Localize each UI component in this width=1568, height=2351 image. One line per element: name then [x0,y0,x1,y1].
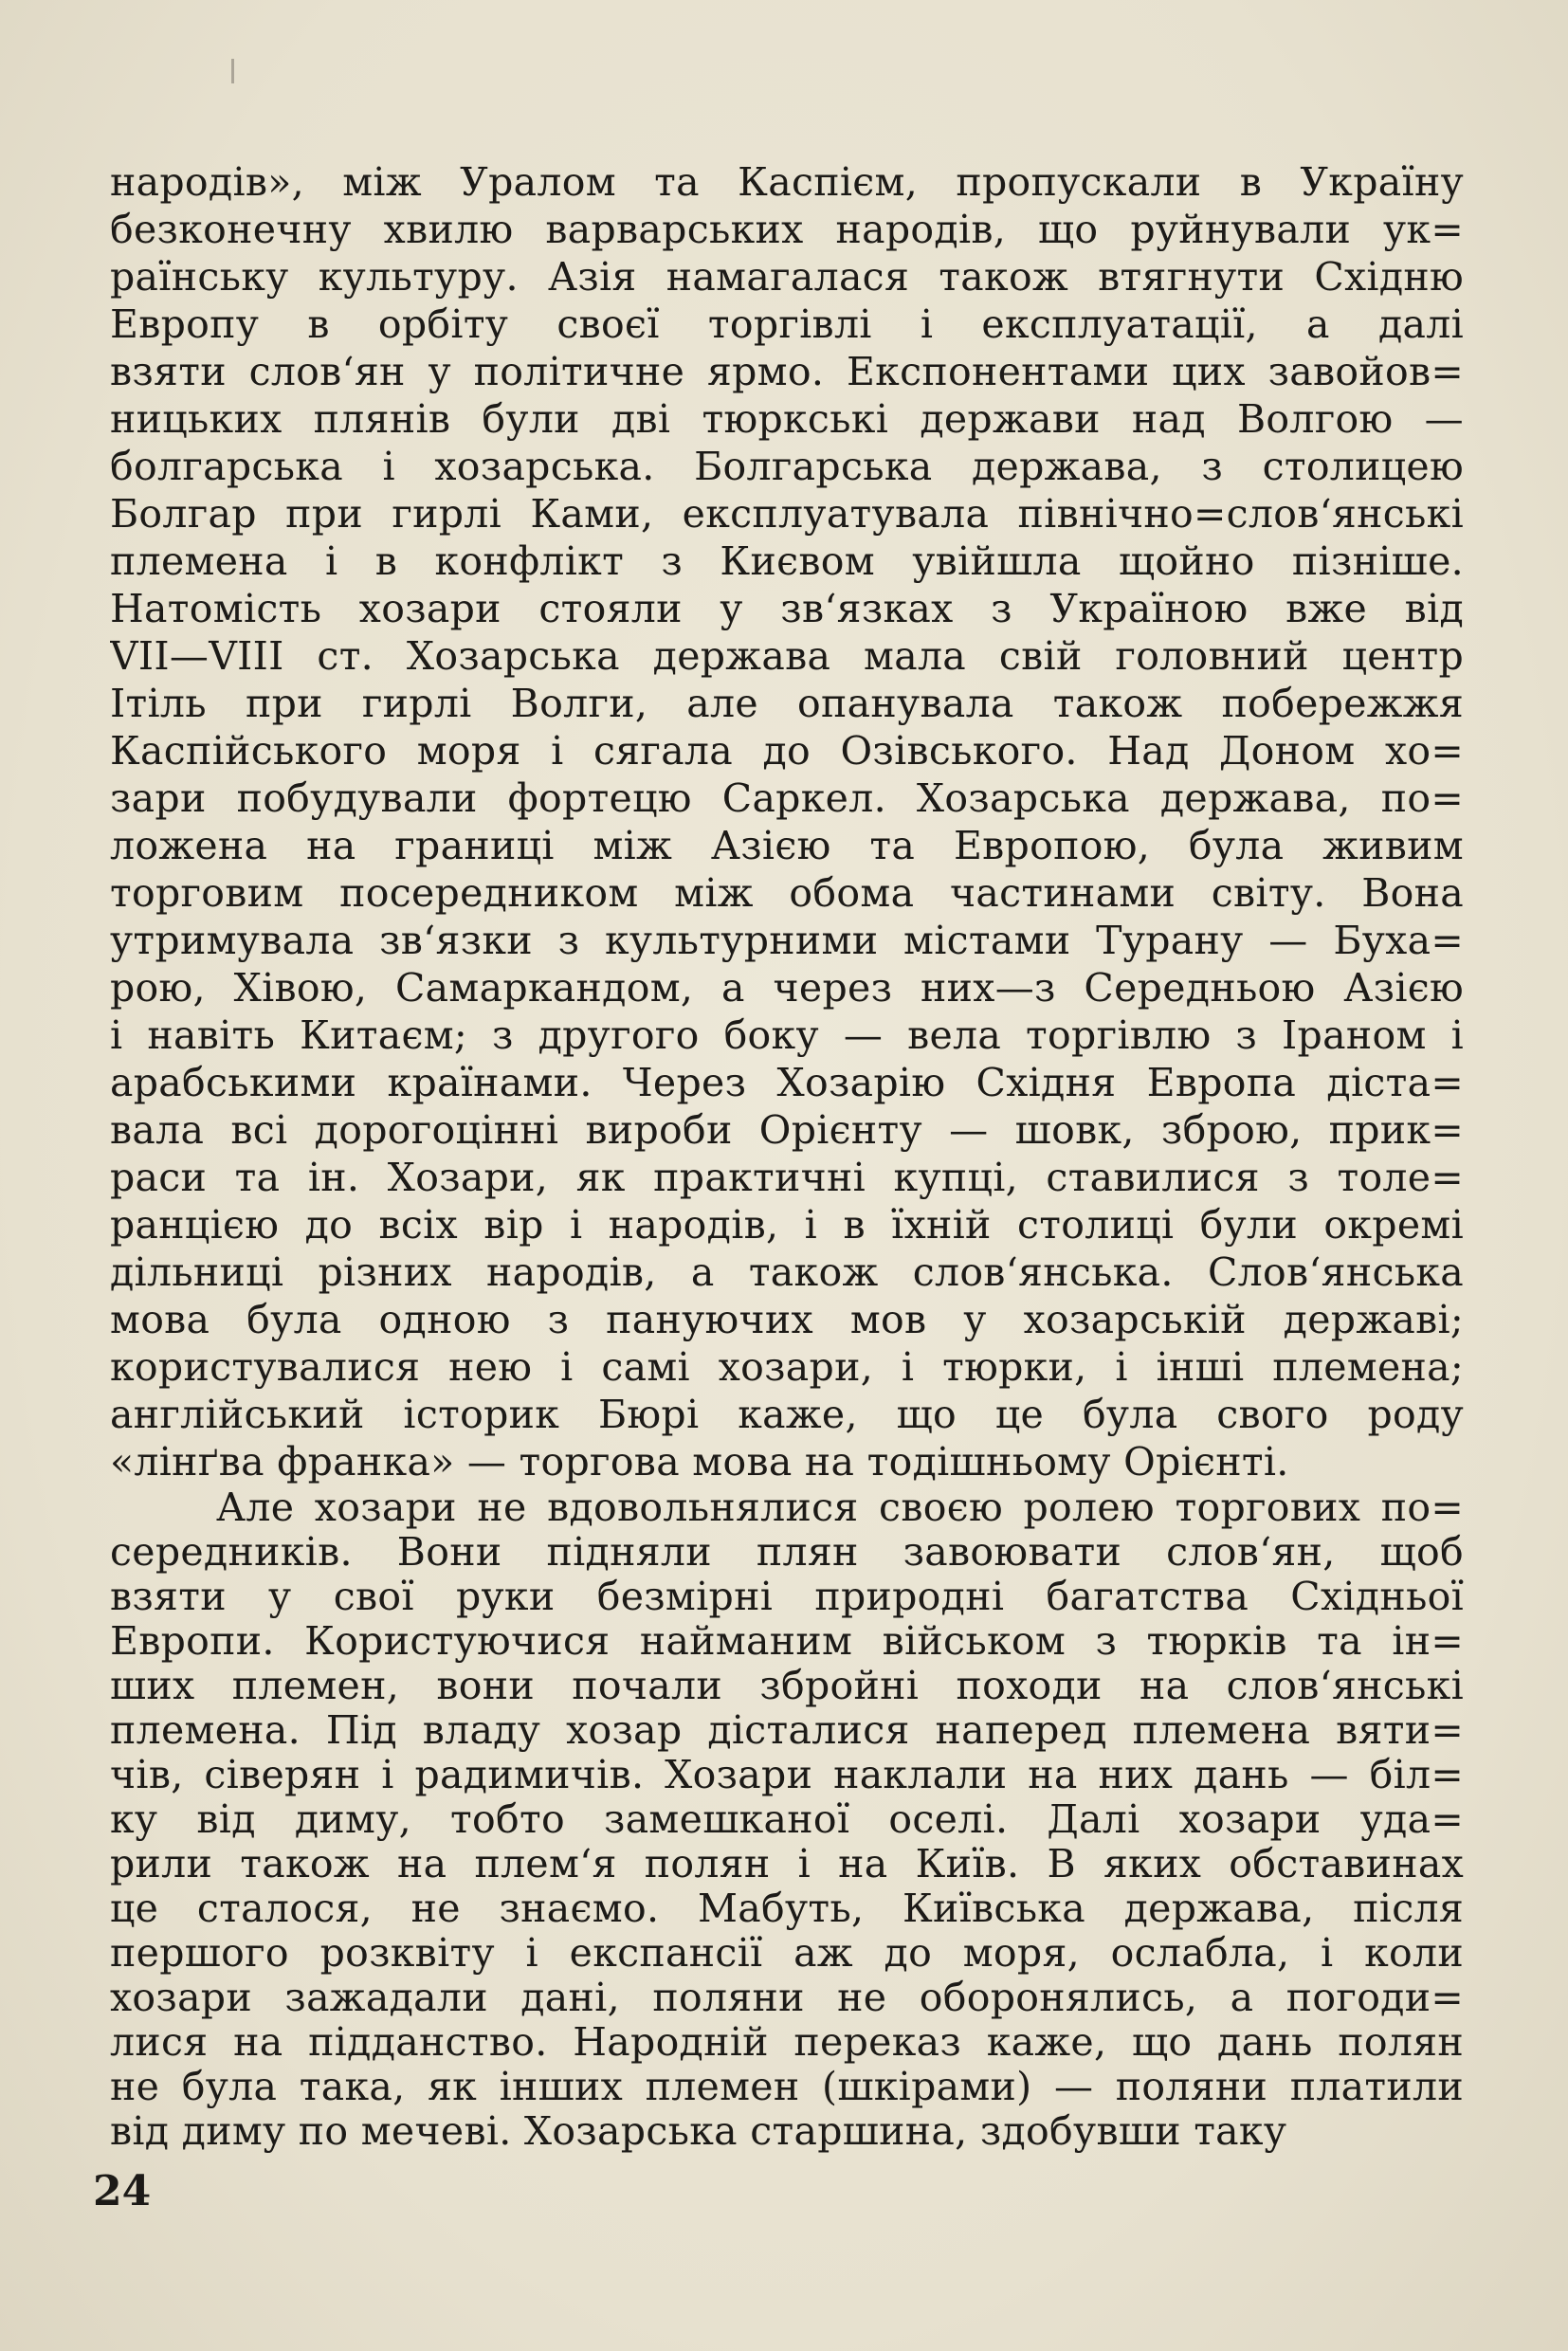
text-line: першого розквіту і експансії аж до моря, ослабла, і коли [110,1931,1464,1976]
page-number: 24 [93,2167,152,2215]
text-line: торговим посередником між обома частинами світу. Вона [110,870,1464,916]
text-line: раїнську культуру. Азія намагалася також втягнути Східню [110,254,1464,300]
text-line: вала всі дорогоцінні вироби Орієнту — шовк, зброю, прик= [110,1107,1464,1153]
scan-mark [231,59,234,83]
text-line: Ітіль при гирлі Волги, але опанувала також побережжя [110,681,1464,726]
text-line: і навіть Китаєм; з другого боку — вела торгівлю з Іраном і [110,1012,1464,1058]
text-line: від диму по мечеві. Хозарська старшина, здобувши таку [110,2109,1287,2154]
text-line: утримувала зв‘язки з культурними містами Турану — Буха= [110,918,1464,963]
text-line: хозари зажадали дані, поляни не оборонялись, а погоди= [110,1976,1464,2020]
text-line: не була така, як інших племен (шкірами) — поляни платили [110,2065,1464,2109]
text-line: Европи. Користуючися найманим військом з тюрків та ін= [110,1619,1464,1664]
text-line: чів, сіверян і радимичів. Хозари наклали на них дань — біл= [110,1753,1464,1797]
text-line: ку від диму, тобто замешканої оселі. Далі хозари уда= [110,1797,1464,1842]
text-line: Болгар при гирлі Ками, експлуатувала північно=слов‘янські [110,491,1464,537]
text-line: лися на підданство. Народній переказ каже, що дань полян [110,2020,1464,2065]
text-line: мова була одною з пануючих мов у хозарській державі; [110,1297,1464,1342]
text-line: це сталося, не знаємо. Мабуть, Київська держава, після [110,1886,1464,1931]
text-line: рили також на плем‘я полян і на Київ. В яких обставинах [110,1842,1464,1886]
text-line: раси та ін. Хозари, як практичні купці, ставилися з толе= [110,1155,1464,1200]
text-line: болгарська і хозарська. Болгарська держава, з столицею [110,444,1464,489]
text-line: «лінґва франка» — торгова мова на тодішньому Орієнті. [110,1439,1289,1485]
text-line: Натомість хозари стояли у зв‘язках з Україною вже від [110,586,1464,631]
text-line: Каспійського моря і сягала до Озівського. Над Доном хо= [110,728,1464,774]
text-line: взяти у свої руки безмірні природні багатства Східньої [110,1575,1464,1619]
text-line: Европу в орбіту своєї торгівлі і експлуатації, а далі [110,301,1464,347]
text-line: народів», між Уралом та Каспієм, пропускали в Україну [110,159,1464,205]
text-line: VII—VIII ст. Хозарська держава мала свій головний центр [110,633,1464,679]
text-line: ранцією до всіх вір і народів, і в їхній столиці були окремі [110,1202,1464,1248]
text-line: ницьких плянів були дві тюркські держави над Волгою — [110,396,1464,442]
text-line: зари побудували фортецю Саркел. Хозарська держава, по= [110,775,1464,821]
text-line: Але хозари не вдовольнялися своєю ролею торгових по= [216,1485,1464,1530]
text-line: племена. Під владу хозар дісталися наперед племена вяти= [110,1708,1464,1753]
text-line: ших племен, вони почали збройні походи на слов‘янські [110,1664,1464,1708]
text-line: арабськими країнами. Через Хозарію Східня Европа діста= [110,1060,1464,1105]
text-line: англійський історик Бюрі каже, що це була свого роду [110,1392,1464,1437]
text-line: ложена на границі між Азією та Европою, була живим [110,823,1464,868]
text-line: користувалися нею і самі хозари, і тюрки, і інші племена; [110,1344,1464,1390]
text-line: рою, Хівою, Самаркандом, а через них—з Середньою Азією [110,965,1464,1011]
text-line: безконечну хвилю варварських народів, що руйнували ук= [110,207,1464,252]
text-line: середників. Вони підняли плян завоювати слов‘ян, щоб [110,1530,1464,1575]
text-line: племена і в конфлікт з Києвом увійшла щойно пізніше. [110,538,1464,584]
text-line: дільниці різних народів, а також слов‘янська. Слов‘янська [110,1249,1464,1295]
text-line: взяти слов‘ян у політичне ярмо. Експонентами цих завойов= [110,349,1464,394]
